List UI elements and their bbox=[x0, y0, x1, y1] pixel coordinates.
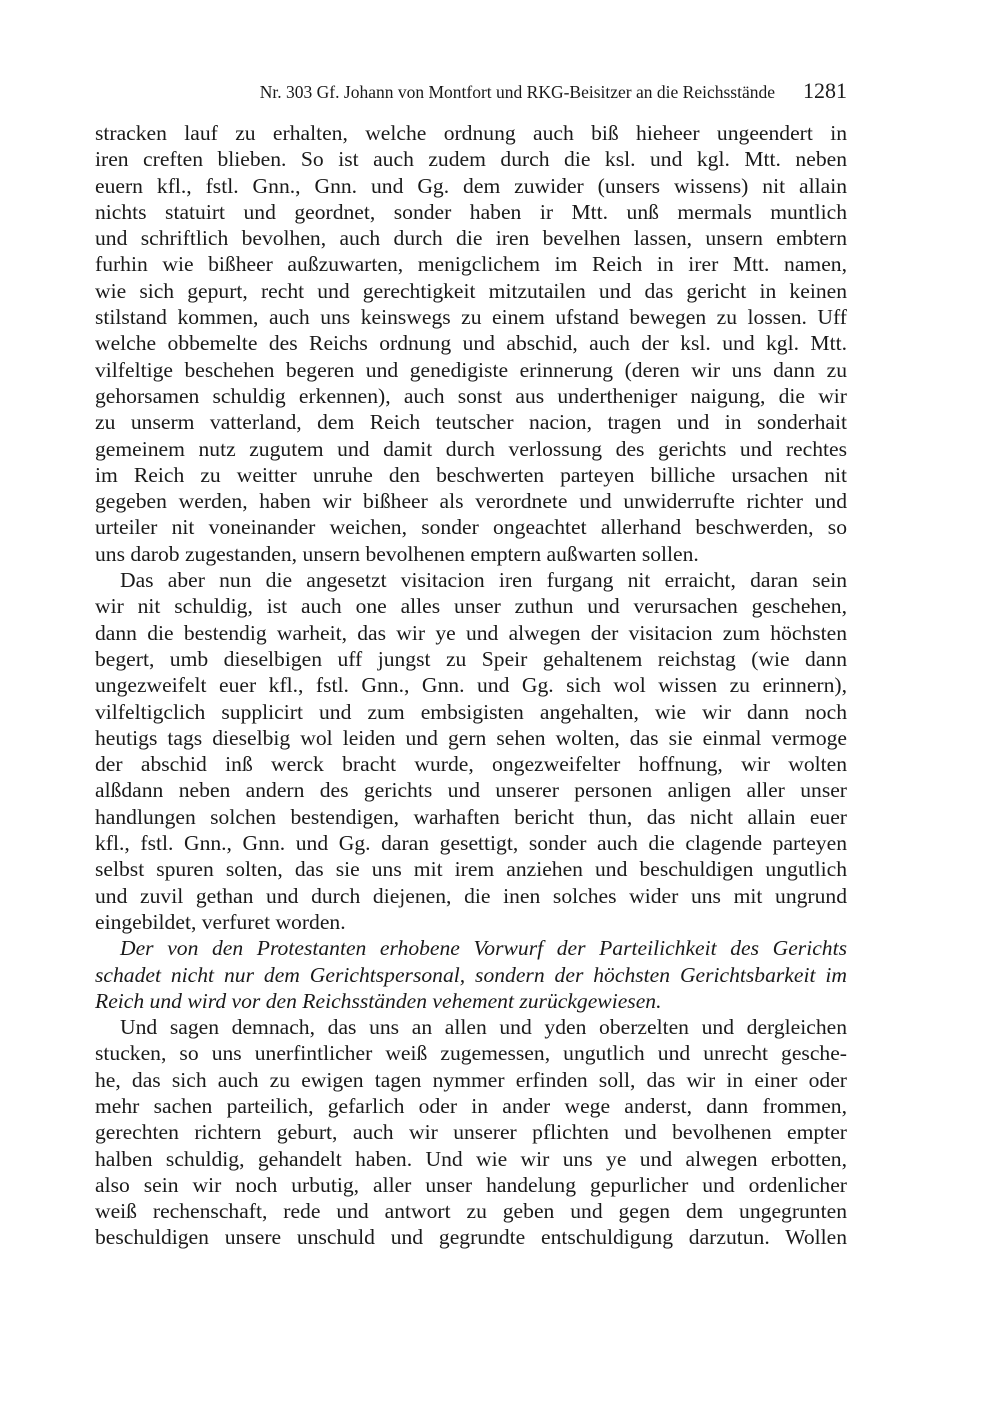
text-line: vilfeltige beschehen begeren und genedigiste erinnerung (deren wir uns dann zu bbox=[95, 357, 847, 382]
text-line: dann die bestendig warheit, das wir ye und alwegen der visitacion zum höchsten bbox=[95, 620, 847, 645]
text-line: stucken, so uns unerfintlicher weiß zugemessen, ungutlich und unrecht gesche- bbox=[95, 1041, 847, 1066]
summary-line: Reich und wird vor den Reichsständen vehement zurückgewiesen. bbox=[95, 988, 662, 1013]
running-head-title: Nr. 303 Gf. Johann von Montfort und RKG-Beisitzer an die Reichsstände bbox=[259, 82, 775, 102]
text-line: mehr sachen parteilich, gefarlich oder in ander wege anderst, dann frommen, bbox=[95, 1093, 847, 1118]
text-line: der abschid inß werck bracht wurde, ongezweifelter hoffnung, wir wolten bbox=[95, 752, 847, 777]
text-line: urteiler nit voneinander weichen, sonder ongeachtet allerhand beschwerden, so bbox=[95, 515, 847, 540]
text-line: halben schuldig, gehandelt haben. Und wie wir uns ye und alwegen erbotten, bbox=[95, 1146, 847, 1171]
text-line: vilfeltigclich supplicirt und zum embsigisten angehalten, wie wir dann noch bbox=[95, 699, 847, 724]
text-line: selbst spuren solten, das sie uns mit irem anziehen und beschuldigen ungutlich bbox=[95, 857, 847, 882]
text-line: handlungen solchen bestendigen, warhaften bericht thun, das nicht allain euer bbox=[95, 804, 847, 829]
text-line: eingebildet, verfuret worden. bbox=[95, 909, 346, 934]
summary-line: Der von den Protestanten erhobene Vorwurf der Parteilichkeit des Gerichts bbox=[120, 936, 847, 961]
running-head bbox=[95, 78, 847, 108]
text-line: heutigs tags dieselbig wol leiden und gern sehen wolten, das sie einmal vermoge bbox=[95, 725, 847, 750]
text-line: uns darob zugestanden, unsern bevolhenen emptern außwarten sollen. bbox=[95, 541, 699, 566]
text-line: gegeben werden, haben wir bißheer als verordnete und unwiderrufte richter und bbox=[95, 489, 847, 514]
text-line: euern kfl., fstl. Gnn., Gnn. und Gg. dem zuwider (unsers wissens) nit allain bbox=[95, 173, 847, 198]
text-line: stilstand kommen, auch uns keinswegs zu einem ufstand bewegen zu lossen. Uff bbox=[95, 305, 847, 330]
text-line: welche obbemelte des Reichs ordnung und abschid, auch der ksl. und kgl. Mtt. bbox=[95, 331, 847, 356]
text-line: furhin wie bißheer außzuwarten, menigclichem im Reich in irer Mtt. namen, bbox=[95, 252, 847, 277]
text-line: und zuvil gethan und durch diejenen, die inen solches wider uns mit ungrund bbox=[95, 883, 847, 908]
page-number: 1281 bbox=[803, 78, 847, 103]
text-line: zu unserm vatterland, dem Reich teutscher nacion, tragen und in sonderhait bbox=[95, 410, 847, 435]
text-line: Und sagen demnach, das uns an allen und yden oberzelten und dergleichen bbox=[120, 1015, 847, 1040]
text-line: im Reich zu weitter unruhe den beschwerten parteyen billiche ursachen nit bbox=[95, 462, 847, 487]
document-page bbox=[95, 0, 847, 1418]
text-line: und schriftlich bevolhen, auch durch die iren bevelhen lassen, unsern embtern bbox=[95, 226, 847, 251]
text-line: wir nit schuldig, ist auch one alles unser zuthun und verursachen geschehen, bbox=[95, 594, 847, 619]
text-line: iren creften blieben. So ist auch zudem durch die ksl. und kgl. Mtt. neben bbox=[95, 147, 847, 172]
body-text bbox=[95, 120, 847, 1251]
text-line: also sein wir noch urbutig, aller unser handelung gepurlicher und ordenlicher bbox=[95, 1172, 847, 1197]
text-line: weiß rechenschaft, rede und antwort zu geben und gegen dem ungegrunten bbox=[95, 1199, 847, 1224]
text-line: nichts statuirt und geordnet, sonder haben ir Mtt. unß mermals muntlich bbox=[95, 199, 847, 224]
text-line: Das aber nun die angesetzt visitacion iren furgang nit erraicht, daran sein bbox=[120, 568, 847, 593]
text-line: kfl., fstl. Gnn., Gnn. und Gg. daran gesettigt, sonder auch die clagende parteyen bbox=[95, 831, 847, 856]
text-line: stracken lauf zu erhalten, welche ordnung auch biß hieheer ungeendert in bbox=[95, 121, 847, 145]
text-line: he, das sich auch zu ewigen tagen nymmer erfinden soll, das wir in einer oder bbox=[95, 1067, 847, 1092]
text-line: ungezweifelt euer kfl., fstl. Gnn., Gnn. und Gg. sich wol wissen zu erinnern), bbox=[95, 673, 847, 698]
text-line: beschuldigen unsere unschuld und gegrundte entschuldigung darzutun. Wollen bbox=[95, 1225, 847, 1250]
text-line: gerechten richtern geburt, auch wir unserer pflichten und bevolhenen empter bbox=[95, 1120, 847, 1145]
text-line: gemeinem nutz zugutem und damit durch verlossung des gerichts und rechtes bbox=[95, 436, 847, 461]
summary-line: schadet nicht nur dem Gerichtspersonal, sondern der höchsten Gerichtsbarkeit im bbox=[95, 962, 847, 987]
text-line: gehorsamen schuldig erkennen), auch sonst aus undertheniger naigung, die wir bbox=[95, 383, 847, 408]
text-line: alßdann neben andern des gerichts und unserer personen anligen aller unser bbox=[95, 778, 847, 803]
text-line: wie sich gepurt, recht und gerechtigkeit mitzutailen und das gericht in keinen bbox=[95, 278, 847, 303]
text-line: begert, umb dieselbigen uff jungst zu Speir gehaltenem reichstag (wie dann bbox=[95, 646, 847, 671]
